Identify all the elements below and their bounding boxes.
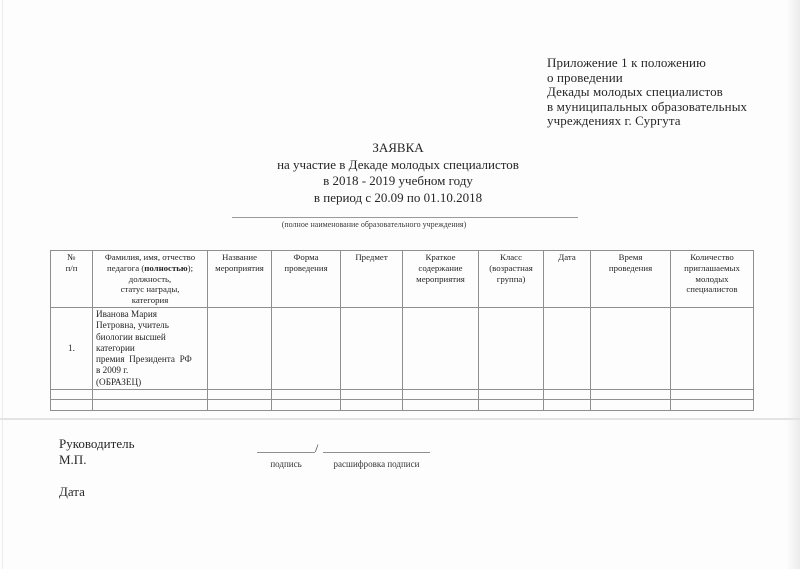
document-title: ЗАЯВКА bbox=[372, 140, 424, 155]
cell-text-line: биологии высшей bbox=[96, 331, 166, 342]
text-segment: ); bbox=[187, 262, 194, 273]
header-text-line: п/п bbox=[65, 262, 78, 273]
header-text-line: проведения bbox=[608, 262, 653, 273]
appendix-reference-block bbox=[547, 56, 792, 129]
header-text-line bbox=[96, 263, 204, 274]
cell-text-line: (ОБРАЗЕЦ) bbox=[96, 376, 142, 387]
header-cell-8 bbox=[544, 251, 591, 308]
table-cell-r3-c6 bbox=[403, 400, 479, 411]
text-segment: педагога ( bbox=[106, 262, 145, 273]
scan-left-edge-artifact bbox=[2, 0, 3, 569]
table-cell-r1-c7 bbox=[479, 307, 544, 389]
table-cell-r2-c8 bbox=[544, 390, 591, 400]
table-cell-r2-c7 bbox=[479, 390, 544, 400]
table-cell-r1-c9 bbox=[591, 307, 671, 389]
table-cell-r2-c2 bbox=[93, 390, 208, 400]
header-text-line: мероприятия bbox=[215, 262, 264, 273]
table-cell-r1-c2 bbox=[93, 307, 208, 389]
header-text-line: № bbox=[67, 252, 76, 262]
table-cell-r1-c3 bbox=[208, 307, 272, 389]
header-text-line: Фамилия, имя, отчество bbox=[104, 252, 196, 262]
table-cell-r3-c10 bbox=[671, 400, 754, 411]
table-row-1 bbox=[51, 307, 754, 389]
header-text-line: статус награды, bbox=[120, 284, 180, 295]
header-cell-9 bbox=[591, 251, 671, 308]
table-cell-r3-c9 bbox=[591, 400, 671, 411]
date-label: Дата bbox=[59, 484, 85, 499]
header-text-line: Время bbox=[618, 252, 643, 262]
header-cell-2 bbox=[93, 251, 208, 308]
cell-text-line: премия Президента РФ bbox=[96, 354, 192, 365]
table-cell-r2-c10 bbox=[671, 390, 754, 400]
title-school-year: в 2018 - 2019 учебном году bbox=[323, 173, 473, 188]
cell-text-line: Иванова Мария bbox=[96, 308, 158, 319]
header-text-line: категория bbox=[131, 295, 169, 306]
table-cell-r3-c1 bbox=[51, 400, 93, 411]
header-text-line: Краткое bbox=[425, 252, 456, 262]
signature-caption: подпись bbox=[270, 459, 302, 469]
scan-fold-line bbox=[0, 418, 800, 420]
appendix-line-2: о проведении bbox=[547, 69, 623, 85]
application-table bbox=[50, 250, 754, 411]
header-text-line: проведения bbox=[284, 262, 328, 273]
table-cell-r2-c3 bbox=[208, 390, 272, 400]
header-cell-3 bbox=[208, 251, 272, 308]
table-cell-r3-c5 bbox=[341, 400, 403, 411]
table-cell-r1-c5 bbox=[341, 307, 403, 389]
table-header-row bbox=[51, 251, 754, 308]
header-text-line: должность, bbox=[128, 273, 172, 284]
leader-label: Руководитель bbox=[59, 436, 135, 451]
stamp-place-label: М.П. bbox=[59, 452, 87, 467]
table-cell-r2-c9 bbox=[591, 390, 671, 400]
cell-text-line: категории bbox=[96, 342, 135, 353]
header-text-line: содержание bbox=[418, 262, 463, 273]
table-row-3 bbox=[51, 400, 754, 411]
header-text-line: мероприятия bbox=[416, 273, 465, 284]
header-text-line: приглашаемых bbox=[684, 262, 740, 273]
table-cell-r3-c3 bbox=[208, 400, 272, 411]
header-text-line: Название bbox=[222, 252, 257, 262]
header-cell-6 bbox=[403, 251, 479, 308]
table-cell-r3-c2 bbox=[93, 400, 208, 411]
table-cell-r1-c6 bbox=[403, 307, 479, 389]
header-text-line: молодых bbox=[695, 273, 729, 284]
table-cell-r2-c5 bbox=[341, 390, 403, 400]
header-text-line: специалистов bbox=[686, 284, 738, 295]
title-period: в период с 20.09 по 01.10.2018 bbox=[313, 189, 483, 205]
header-text-line: Класс bbox=[500, 252, 522, 262]
cell-text-line: 1. bbox=[68, 342, 75, 353]
table-cell-r1-c8 bbox=[544, 307, 591, 389]
table-cell-r3-c4 bbox=[272, 400, 341, 411]
table-cell-r2-c6 bbox=[403, 390, 479, 400]
header-text-line: (возрастная bbox=[489, 262, 533, 273]
header-text-line: Форма bbox=[293, 252, 319, 262]
organization-name-blank-line bbox=[232, 217, 578, 218]
table-cell-r2-c1 bbox=[51, 390, 93, 400]
header-text-line: Предмет bbox=[355, 252, 388, 262]
appendix-line-5: учреждениях г. Сургута bbox=[547, 113, 681, 129]
bold-text-segment: полностью bbox=[144, 262, 188, 273]
table-cell-r3-c8 bbox=[544, 400, 591, 411]
table-cell-r1-c10 bbox=[671, 307, 754, 389]
header-cell-1 bbox=[51, 251, 93, 308]
appendix-line-1: Приложение 1 к положению bbox=[547, 55, 706, 70]
table-cell-r1-c4 bbox=[272, 307, 341, 389]
header-text-line: Количество bbox=[690, 252, 734, 262]
signature-slash: / bbox=[315, 441, 319, 455]
organization-name-caption: (полное наименование образовательного учреждения) bbox=[281, 220, 467, 229]
table-row-2 bbox=[51, 390, 754, 400]
header-cell-7 bbox=[479, 251, 544, 308]
signature-decipher-caption: расшифровка подписи bbox=[333, 459, 420, 469]
table-cell-r3-c7 bbox=[479, 400, 544, 411]
header-text-line: Дата bbox=[558, 252, 576, 262]
header-cell-4 bbox=[272, 251, 341, 308]
cell-text-line: Петровна, учитель bbox=[96, 320, 169, 331]
signature-blank-line bbox=[257, 452, 315, 453]
table-cell-r1-c1 bbox=[51, 307, 93, 389]
appendix-line-4: в муниципальных образовательных bbox=[547, 98, 748, 114]
signature-decipher-blank-line bbox=[323, 452, 430, 453]
title-subtitle: на участие в Декаде молодых специалистов bbox=[277, 156, 519, 172]
appendix-line-3: Декады молодых специалистов bbox=[547, 84, 723, 100]
header-text-line: группа) bbox=[496, 273, 526, 284]
cell-text-line: в 2009 г. bbox=[96, 365, 129, 376]
header-cell-10 bbox=[671, 251, 754, 308]
header-cell-5 bbox=[341, 251, 403, 308]
document-title-block bbox=[48, 140, 748, 206]
table-cell-r2-c4 bbox=[272, 390, 341, 400]
